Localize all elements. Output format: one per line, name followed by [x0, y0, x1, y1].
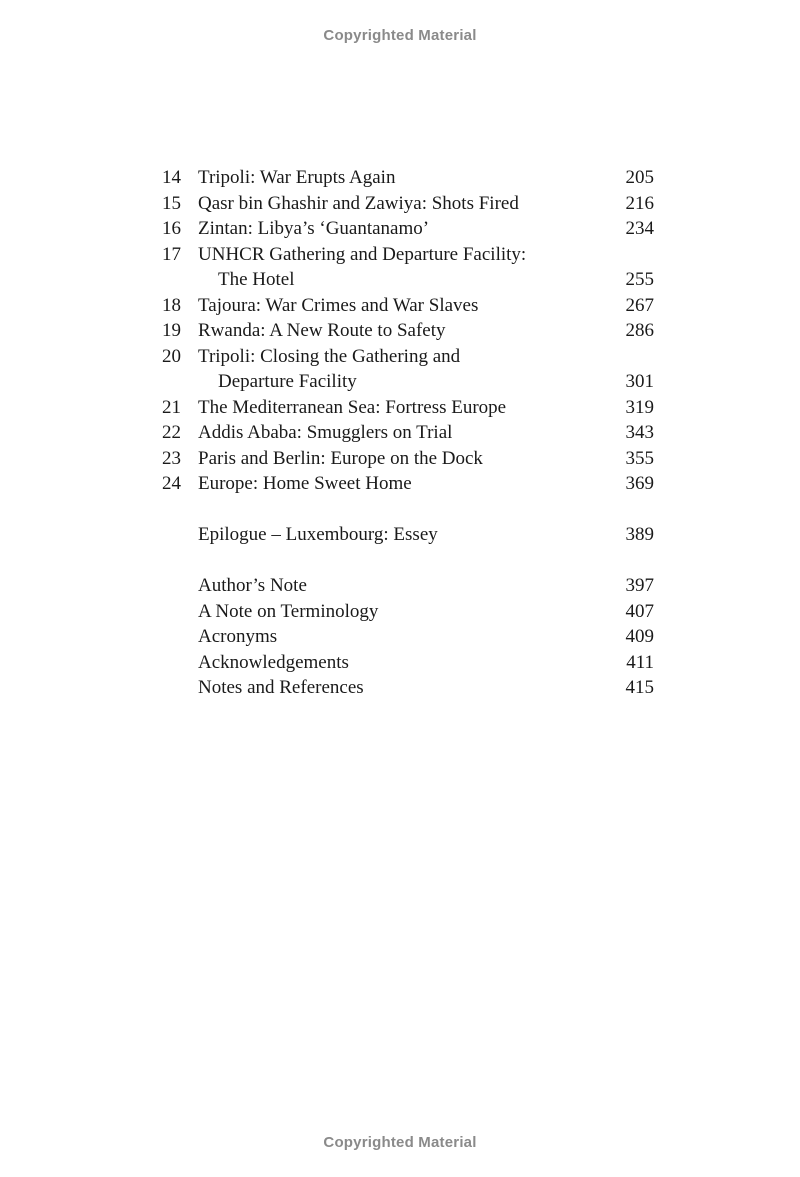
toc-entry-back-matter[interactable]	[0, 650, 800, 676]
page-number: 286	[625, 320, 654, 341]
page-number: 255	[625, 269, 654, 290]
toc-entry[interactable]	[0, 420, 800, 446]
page-number: 301	[625, 371, 654, 392]
toc-entry-back-matter[interactable]	[0, 599, 800, 625]
page-number: 216	[625, 192, 654, 214]
page-number: 343	[625, 422, 654, 443]
page-number: 397	[625, 575, 654, 596]
back-matter-title: Acronyms	[198, 626, 278, 647]
page-number: 411	[626, 651, 654, 673]
copyright-watermark-top: Copyrighted Material	[323, 27, 477, 44]
toc-entry-epilogue[interactable]	[0, 522, 800, 548]
page-number: 205	[625, 167, 654, 188]
toc-entry[interactable]	[0, 191, 800, 217]
chapter-number: 15	[162, 192, 181, 214]
chapter-title: The Mediterranean Sea: Fortress Europe	[198, 396, 507, 418]
chapter-title: Addis Ababa: Smugglers on Trial	[198, 422, 453, 443]
chapter-number: 24	[162, 473, 181, 494]
back-matter-title: A Note on Terminology	[198, 600, 379, 622]
chapter-title-continuation: Departure Facility	[218, 371, 357, 392]
table-of-contents	[0, 165, 800, 701]
page-number: 319	[625, 396, 654, 418]
chapter-number: 22	[162, 422, 181, 443]
page-number: 409	[625, 626, 654, 647]
copyright-watermark-bottom: Copyrighted Material	[323, 1134, 477, 1151]
page-number: 234	[625, 218, 654, 239]
toc-entry-back-matter[interactable]	[0, 573, 800, 599]
toc-entry[interactable]	[0, 446, 800, 472]
page-number: 267	[625, 294, 654, 316]
toc-entry-continuation[interactable]	[0, 267, 800, 293]
chapter-number: 18	[162, 294, 181, 316]
page-number: 407	[625, 600, 654, 622]
chapter-number: 23	[162, 447, 181, 469]
chapter-title: Qasr bin Ghashir and Zawiya: Shots Fired	[198, 192, 519, 214]
chapter-title: Paris and Berlin: Europe on the Dock	[198, 447, 483, 469]
chapter-title-continuation: The Hotel	[218, 269, 295, 290]
chapter-number: 14	[162, 167, 181, 188]
chapter-title: Europe: Home Sweet Home	[198, 473, 412, 494]
chapter-title: UNHCR Gathering and Departure Facility:	[198, 243, 527, 265]
page-number: 369	[625, 473, 654, 494]
toc-entry[interactable]	[0, 293, 800, 319]
chapter-number: 19	[162, 320, 181, 341]
chapter-number: 17	[162, 243, 181, 265]
chapter-title: Tripoli: Closing the Gathering and	[198, 345, 461, 367]
toc-entry-back-matter[interactable]	[0, 624, 800, 650]
toc-entry-continuation[interactable]	[0, 369, 800, 395]
section-spacer	[0, 548, 800, 574]
toc-entry[interactable]	[0, 344, 800, 370]
page-number: 389	[625, 524, 654, 545]
chapter-number: 16	[162, 218, 181, 239]
toc-entry-back-matter[interactable]	[0, 675, 800, 701]
back-matter-title: Author’s Note	[198, 575, 307, 596]
epilogue-title: Epilogue – Luxembourg: Essey	[198, 524, 438, 545]
page-number: 355	[625, 447, 654, 469]
chapter-number: 20	[162, 345, 181, 367]
chapter-title: Tajoura: War Crimes and War Slaves	[198, 294, 479, 316]
chapter-title: Zintan: Libya’s ‘Guantanamo’	[198, 218, 430, 239]
section-spacer	[0, 497, 800, 523]
toc-entry[interactable]	[0, 216, 800, 242]
chapter-title: Rwanda: A New Route to Safety	[198, 320, 446, 341]
toc-entry[interactable]	[0, 318, 800, 344]
back-matter-title: Notes and References	[198, 677, 364, 698]
toc-entry[interactable]	[0, 471, 800, 497]
toc-entry[interactable]	[0, 242, 800, 268]
toc-entry[interactable]	[0, 395, 800, 421]
page-number: 415	[625, 677, 654, 698]
back-matter-title: Acknowledgements	[198, 651, 349, 673]
chapter-number: 21	[162, 396, 181, 418]
chapter-title: Tripoli: War Erupts Again	[198, 167, 396, 188]
toc-entry[interactable]	[0, 165, 800, 191]
